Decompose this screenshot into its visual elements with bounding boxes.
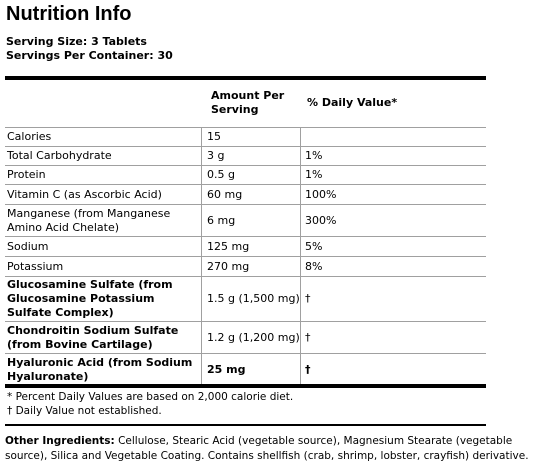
nutrient-name: Manganese (from Manganese Amino Acid Chelate) — [6, 205, 202, 236]
table-row — [5, 256, 486, 276]
nutrient-amount: 3 g — [202, 147, 301, 165]
serving-size: Serving Size: 3 Tablets — [6, 35, 147, 48]
nutrient-amount: 1.2 g (1,200 mg) — [202, 322, 301, 353]
daily-value-header: % Daily Value* — [307, 96, 398, 109]
nutrient-daily-value: 100% — [305, 187, 337, 201]
nutrient-name: Vitamin C (as Ascorbic Acid) — [6, 185, 202, 204]
nutrient-amount: 25 mg — [202, 354, 301, 385]
table-row — [5, 204, 486, 236]
nutrient-name: Glucosamine Sulfate (from Glucosamine Potassium Sulfate Complex) — [6, 277, 202, 321]
nutrient-amount: 270 mg — [202, 257, 301, 276]
table-row — [5, 165, 486, 184]
nutrient-name: Calories — [6, 128, 202, 146]
table-row — [5, 353, 486, 385]
table-row — [5, 321, 486, 353]
nutrient-daily-value: 1% — [305, 149, 323, 162]
table-row — [5, 236, 486, 256]
bottom-divider — [5, 384, 486, 388]
nutrient-amount: 60 mg — [202, 185, 301, 204]
footnote-percent: * Percent Daily Values are based on 2,000 calorie diet. — [7, 391, 294, 403]
nutrient-name: Hyaluronic Acid (from Sodium Hyaluronate) — [6, 354, 202, 385]
nutrient-daily-value: 300% — [305, 213, 337, 227]
nutrient-amount: 15 — [202, 128, 301, 146]
table-row — [5, 146, 486, 165]
nutrient-daily-value: † — [305, 362, 311, 376]
other-ingredients-text: Cellulose, Stearic Acid (vegetable source), Magnesium Stearate (vegetable source), Silica and Vegetable Coating. Contains shellfish (crab, shrimp, lobster, crayfish) derivative. — [5, 435, 529, 462]
nutrient-daily-value: 5% — [305, 239, 323, 253]
footnote-dagger: † Daily Value not established. — [7, 405, 162, 417]
nutrient-amount: 6 mg — [202, 205, 301, 236]
top-divider — [5, 76, 486, 80]
nutrient-name: Chondroitin Sodium Sulfate (from Bovine Cartilage) — [6, 322, 202, 353]
nutrient-amount: 1.5 g (1,500 mg) — [202, 277, 301, 321]
other-ingredients-label: Other Ingredients: — [5, 435, 115, 447]
amount-per-serving-header: Amount Per Serving — [211, 89, 285, 116]
nutrient-name: Total Carbohydrate — [6, 147, 202, 165]
nutrient-name: Protein — [6, 166, 202, 184]
other-ingredients — [5, 434, 550, 464]
nutrient-daily-value — [301, 128, 486, 146]
nutrient-daily-value: † — [305, 330, 311, 344]
nutrient-name: Potassium — [6, 257, 202, 276]
footnote-divider — [5, 424, 486, 426]
nutrient-daily-value: 1% — [305, 168, 323, 181]
nutrient-daily-value: 8% — [305, 259, 323, 273]
nutrient-daily-value: † — [305, 292, 311, 305]
nutrient-amount: 0.5 g — [202, 166, 301, 184]
nutrient-name: Sodium — [6, 237, 202, 256]
page-title: Nutrition Info — [6, 3, 132, 25]
table-row — [5, 127, 486, 146]
servings-per-container: Servings Per Container: 30 — [6, 49, 173, 62]
nutrient-amount: 125 mg — [202, 237, 301, 256]
table-row — [5, 276, 486, 321]
table-row — [5, 184, 486, 204]
